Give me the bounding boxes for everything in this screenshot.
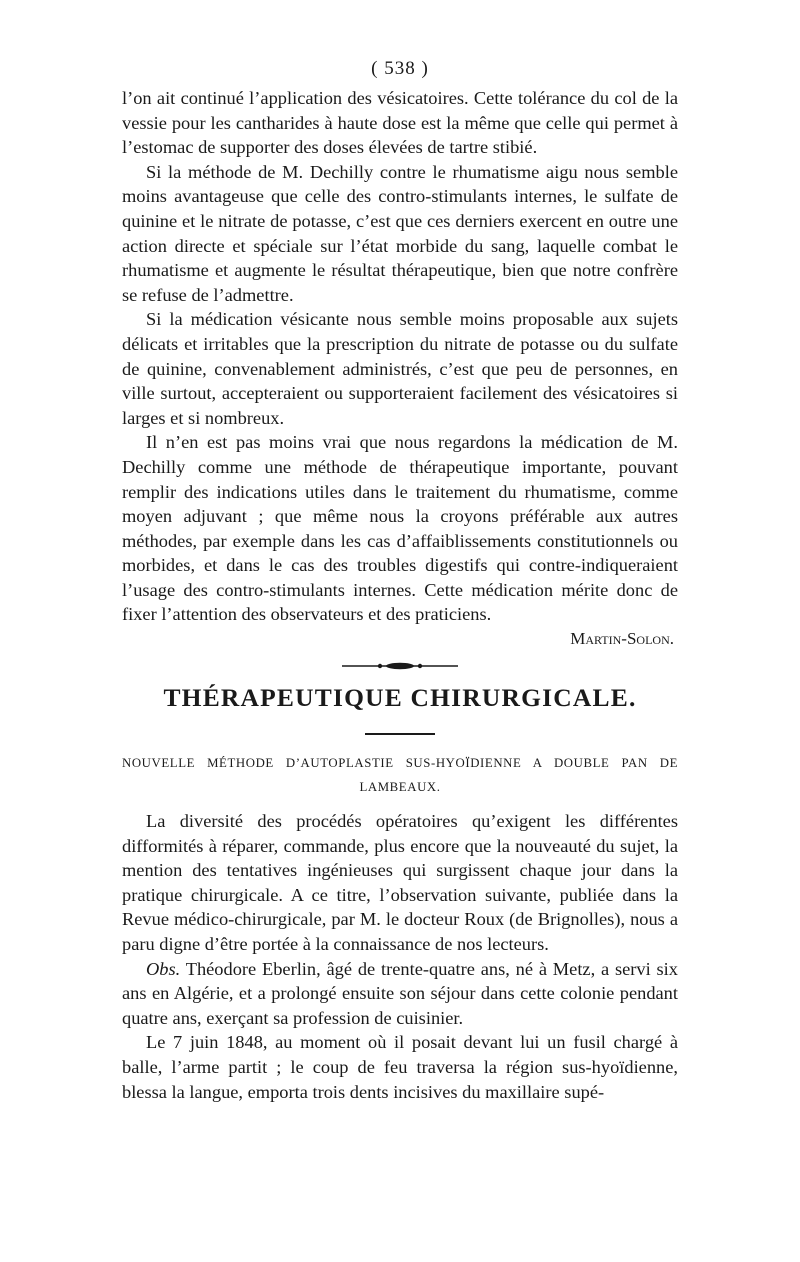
paragraph: Si la médication vésicante nous semble moins proposable aux sujets délicats et irritables que la prescription du nitrate de potasse ou du sulfate de quinine, convenablement administrés, c’est que peu de personnes, en ville surtout, accepteraient ou supporteraient facilement des vésicatoires si larges et si nombreux.: [122, 309, 678, 428]
article-title: NOUVELLE MÉTHODE D’AUTOPLASTIE SUS-HYOÏDIENNE A DOUBLE PAN DE LAMBEAUX.: [122, 756, 678, 795]
section-title: THÉRAPEUTIQUE CHIRURGICALE.: [163, 683, 637, 713]
section-rule: [365, 733, 435, 735]
paragraph: Il n’en est pas moins vrai que nous regardons la médication de M. Dechilly comme une méthode de thérapeutique importante, pouvant remplir des indications utiles dans le traitement du rhumatisme, comme moyen adjuvant ; que même nous la croyons préférable aux autres méthodes, par exemple dans les cas d’affaiblissements constitutionnels ou morbides, et dans le cas des troubles digestifs qui contre-indiqueraient l’usage des contro-stimulants internes. Cette médication mérite donc de fixer l’attention des observateurs et des praticiens.: [122, 432, 678, 625]
paragraph-last: Le 7 juin 1848, au moment où il posait devant lui un fusil chargé à balle, l’arme partit ; le coup de feu traversa la région sus-hyoïdienne, blessa la langue, emporta trois dents incisives du maxillaire supé-: [122, 1032, 678, 1102]
observation-text: Théodore Eberlin, âgé de trente-quatre ans, né à Metz, a servi six ans en Algérie, et a prolongé ensuite son séjour dans cette colonie pendant quatre ans, exerçant sa profession de cuisinier.: [122, 958, 678, 1028]
author-signature: Martin-Solon.: [570, 629, 674, 649]
paragraph: Si la méthode de M. Dechilly contre le rhumatisme aigu nous semble moins avantageuse que celle des contro-stimulants internes, le sulfate de quinine et le nitrate de potasse, c’est que ces derniers exercent en outre une action directe et spéciale sur l’état morbide du sang, laquelle combat le rhumatisme et augmente le résultat thérapeutique, bien que notre confrère se refuse de l’admettre.: [122, 161, 678, 305]
observation-label: Obs.: [146, 958, 181, 979]
observation-paragraph: [122, 957, 678, 1031]
ornament-divider-icon: [340, 659, 460, 673]
page-number: ( 538 ): [371, 58, 429, 79]
book-page: [122, 58, 678, 1104]
paragraph-continuation: l’on ait continué l’application des vésicatoires. Cette tolérance du col de la vessie pour les cantharides à haute dose est la même que celle qui permet à l’estomac de supporter des doses élevées de tartre stibié.: [122, 88, 678, 158]
article-paragraph: La diversité des procédés opératoires qu’exigent les différentes difformités à réparer, commande, plus encore que la nouveauté du sujet, la mention des tentatives ingénieuses qui surgissent chaque jour dans la pratique chirurgicale. A ce titre, l’observation suivante, publiée dans la Revue médico-chirurgicale, par M. le docteur Roux (de Brignolles), nous a paru digne d’être portée à la connaissance de nos lecteurs.: [122, 811, 678, 955]
